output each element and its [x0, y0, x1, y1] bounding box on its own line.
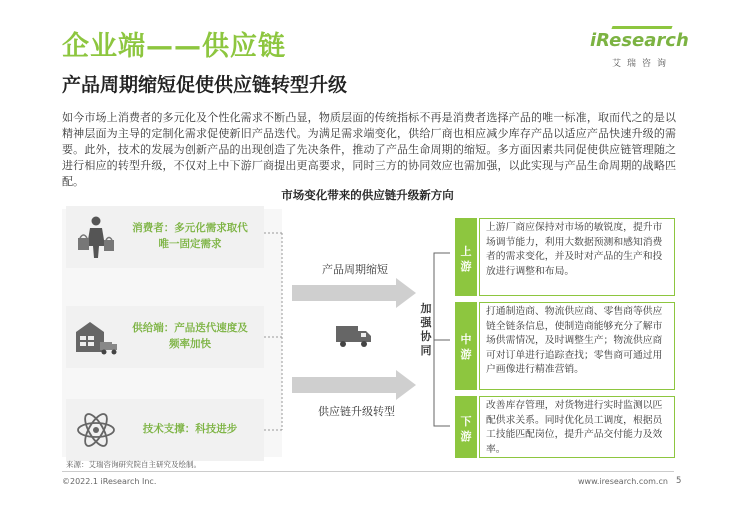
collaboration-label: 加 强 协 同 — [420, 302, 432, 357]
page-subtitle: 产品周期缩短促使供应链转型升级 — [62, 74, 348, 96]
arrow-bottom — [292, 370, 416, 400]
shopper-icon — [74, 214, 118, 260]
truck-icon — [336, 324, 372, 348]
stream-downstream-name: 下 游 — [460, 415, 472, 443]
stream-midstream-name: 中 游 — [460, 333, 472, 361]
stream-midstream-text: 打通制造商、物流供应商、零售商等供应链全链条信息，使制造商能够充分了解市场供需情况，及时调整生产；物流供应商可对订单进行追踪查找；零售商可通过用户画像进行精准营销。 — [479, 302, 675, 390]
driver-supply — [66, 306, 264, 368]
stream-downstream-text: 改善库存管理，对货物进行实时监测以匹配供求关系。同时优化员工调度，根据员工技能匹配岗位，提升产品交付能力及效率。 — [479, 396, 675, 458]
arrow-label-upgrade: 供应链升级转型 — [318, 405, 395, 418]
site-url: www.iresearch.com.cn — [578, 477, 668, 486]
arrow-top — [292, 278, 416, 308]
stream-upstream-tag — [455, 218, 477, 296]
copyright: ©2022.1 iResearch Inc. — [62, 477, 157, 486]
footer-divider — [62, 471, 674, 472]
warehouse-truck-icon — [74, 314, 118, 360]
page-title: 企业端——供应链 — [62, 31, 286, 62]
intro-paragraph: 如今市场上消费者的多元化及个性化需求不断凸显，物质层面的传统指标不再是消费者选择产品的唯一标准，取而代之的是以精神层面为主导的定制化需求促使新旧产品迭代。为满足需求端变化，供给厂商也相应减少库存产品以适应产品快速升级的需要。此外，技术的发展为创新产品的出现创造了先决条件，推动了产品生命周期的缩短。多方面因素共同促使供应链管理随之进行相应的转型升级，不仅对上中下游厂商提出更高要求，同时三方的协同效应也需加强，以此实现与产品生命周期的战略匹配。 — [62, 111, 676, 188]
driver-technology-label: 技术支撑：科技进步 — [142, 423, 238, 435]
driver-technology — [66, 399, 264, 461]
stream-midstream-tag — [455, 302, 477, 390]
stream-upstream-text: 上游厂商应保持对市场的敏锐度，提升市场调节能力，利用大数据预测和感知消费者的需求变化，并及时对产品的生产和投放进行调整和布局。 — [479, 218, 675, 296]
driver-consumer-label: 消费者：多元化需求取代唯一固定需求 — [132, 222, 248, 250]
driver-supply-label: 供给端：产品迭代速度及频率加快 — [132, 322, 248, 350]
page-number: 5 — [676, 476, 682, 486]
logo-tagline: 艾瑞咨询 — [612, 59, 673, 69]
driver-consumer — [66, 206, 264, 268]
diagram-title: 市场变化带来的供应链升级新方向 — [281, 188, 454, 202]
stream-downstream-tag — [455, 396, 477, 458]
source-note: 来源：艾瑞咨询研究院自主研究及绘制。 — [66, 460, 201, 469]
atom-icon — [74, 407, 118, 453]
arrow-label-shorter-cycle: 产品周期缩短 — [322, 263, 388, 276]
logo-wordmark: iResearch — [590, 30, 689, 51]
stream-upstream-name: 上 游 — [460, 245, 472, 273]
